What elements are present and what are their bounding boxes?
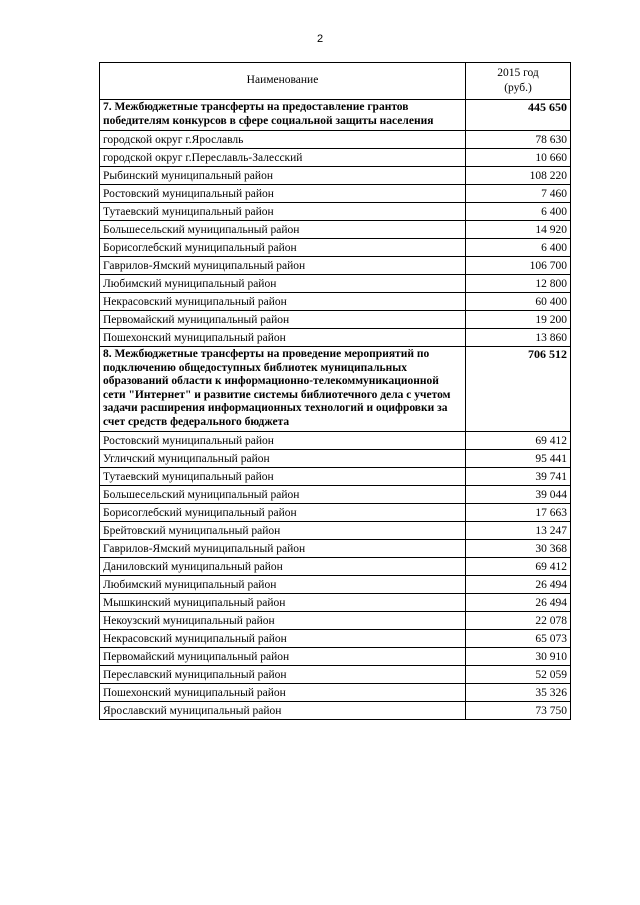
municipality-name: Гаврилов-Ямский муниципальный район [100,257,466,275]
transfer-amount: 69 412 [466,558,571,576]
section-title: 8. Межбюджетные трансферты на проведение мероприятий по подключению общедоступных библиотек муниципальных образований области к информационно-телекоммуникационной сети "Интернет" и развитие системы библиотечного дела с учетом задачи расширения информационных технологий и оцифровки за счет средств федерального бюджета [100,347,466,432]
table-header-row [100,63,571,100]
transfer-amount: 35 326 [466,684,571,702]
section-total: 445 650 [466,100,571,131]
table-row [100,257,571,275]
municipality-name: Пошехонский муниципальный район [100,684,466,702]
municipality-name: городской округ г.Переславль-Залесский [100,149,466,167]
table-row [100,275,571,293]
transfer-amount: 52 059 [466,666,571,684]
municipality-name: Некрасовский муниципальный район [100,630,466,648]
transfer-amount: 22 078 [466,612,571,630]
transfer-amount: 26 494 [466,594,571,612]
amount-column-header [466,63,571,100]
municipality-name: Гаврилов-Ямский муниципальный район [100,540,466,558]
table-row [100,203,571,221]
section-header-row [100,100,571,131]
table-row [100,648,571,666]
transfer-amount: 65 073 [466,630,571,648]
municipality-name: Ярославский муниципальный район [100,702,466,720]
municipality-name: Борисоглебский муниципальный район [100,504,466,522]
transfer-amount: 39 741 [466,468,571,486]
table-body [100,100,571,720]
transfer-amount: 13 247 [466,522,571,540]
page-number: 2 [316,33,324,45]
transfer-amount: 7 460 [466,185,571,203]
table-row [100,149,571,167]
table-row [100,329,571,347]
table-row [100,486,571,504]
table-row [100,432,571,450]
transfers-table [99,62,571,720]
transfer-amount: 14 920 [466,221,571,239]
municipality-name: Любимский муниципальный район [100,275,466,293]
table-row [100,576,571,594]
transfer-amount: 73 750 [466,702,571,720]
table-row [100,293,571,311]
section-header-row [100,347,571,432]
table-row [100,167,571,185]
table-row [100,450,571,468]
table-row [100,131,571,149]
municipality-name: Угличский муниципальный район [100,450,466,468]
table-row [100,221,571,239]
transfer-amount: 30 910 [466,648,571,666]
municipality-name: Тутаевский муниципальный район [100,468,466,486]
amount-header-year: 2015 год [497,67,539,79]
municipality-name: Большесельский муниципальный район [100,486,466,504]
table-row [100,612,571,630]
municipality-name: Первомайский муниципальный район [100,648,466,666]
municipality-name: Брейтовский муниципальный район [100,522,466,540]
table-row [100,522,571,540]
name-column-header: Наименование [100,63,466,100]
table-row [100,504,571,522]
table-row [100,630,571,648]
municipality-name: Даниловский муниципальный район [100,558,466,576]
section-title: 7. Межбюджетные трансферты на предоставление грантов победителям конкурсов в сфере социальной защиты населения [100,100,466,131]
transfer-amount: 39 044 [466,486,571,504]
table-row [100,702,571,720]
municipality-name: Рыбинский муниципальный район [100,167,466,185]
transfer-amount: 78 630 [466,131,571,149]
transfer-amount: 30 368 [466,540,571,558]
table-row [100,594,571,612]
municipality-name: Тутаевский муниципальный район [100,203,466,221]
table-row [100,666,571,684]
municipality-name: Первомайский муниципальный район [100,311,466,329]
table-row [100,239,571,257]
amount-header-unit: (руб.) [504,82,532,94]
transfer-amount: 19 200 [466,311,571,329]
transfer-amount: 6 400 [466,203,571,221]
table-row [100,684,571,702]
section-total: 706 512 [466,347,571,432]
transfer-amount: 106 700 [466,257,571,275]
transfer-amount: 17 663 [466,504,571,522]
table-row [100,468,571,486]
transfer-amount: 6 400 [466,239,571,257]
municipality-name: Пошехонский муниципальный район [100,329,466,347]
municipality-name: Ростовский муниципальный район [100,185,466,203]
table-row [100,540,571,558]
municipality-name: Борисоглебский муниципальный район [100,239,466,257]
municipality-name: Переславский муниципальный район [100,666,466,684]
transfer-amount: 69 412 [466,432,571,450]
table-row [100,185,571,203]
transfer-amount: 10 660 [466,149,571,167]
municipality-name: Ростовский муниципальный район [100,432,466,450]
transfer-amount: 12 800 [466,275,571,293]
transfer-amount: 95 441 [466,450,571,468]
municipality-name: Некоузский муниципальный район [100,612,466,630]
transfer-amount: 108 220 [466,167,571,185]
transfer-amount: 13 860 [466,329,571,347]
transfer-amount: 60 400 [466,293,571,311]
municipality-name: Любимский муниципальный район [100,576,466,594]
municipality-name: Большесельский муниципальный район [100,221,466,239]
municipality-name: Некрасовский муниципальный район [100,293,466,311]
municipality-name: Мышкинский муниципальный район [100,594,466,612]
table-row [100,558,571,576]
table-row [100,311,571,329]
transfer-amount: 26 494 [466,576,571,594]
municipality-name: городской округ г.Ярославль [100,131,466,149]
